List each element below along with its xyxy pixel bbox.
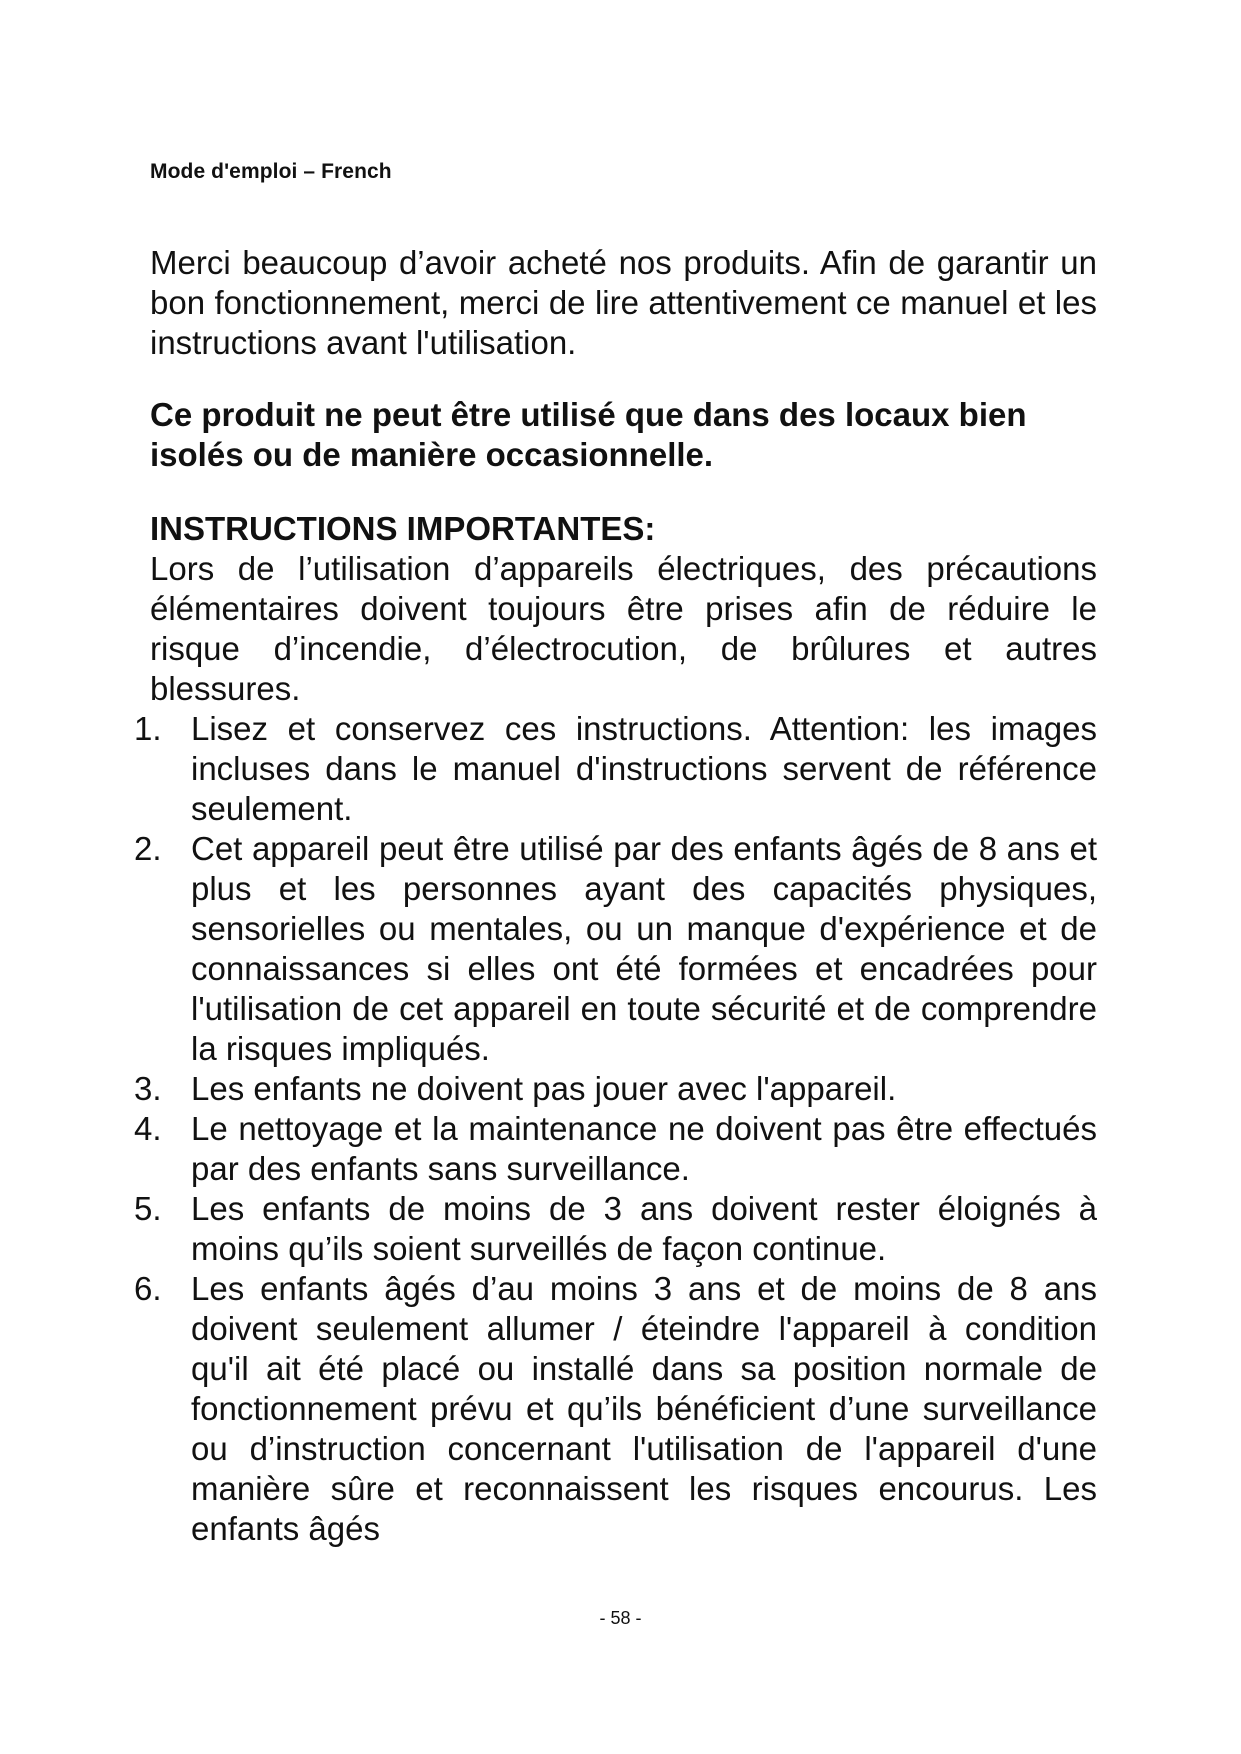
list-item [134,709,1097,829]
list-item [134,1269,1097,1549]
list-item-number: 3. [134,1070,162,1107]
list-item-number: 2. [134,830,162,867]
list-item-number: 6. [134,1270,162,1307]
list-item-text: Le nettoyage et la maintenance ne doivent pas être effectués par des enfants sans surveillance. [191,1110,1097,1187]
list-item-number: 1. [134,710,162,747]
section-intro-paragraph: Lors de l’utilisation d’appareils électriques, des précautions élémentaires doivent toujours être prises afin de réduire le risque d’incendie, d’électrocution, de brûlures et autres blessures. [150,550,1097,707]
list-item [134,1069,1097,1109]
list-item-text: Cet appareil peut être utilisé par des enfants âgés de 8 ans et plus et les personnes ayant des capacités physiques, sensorielles ou mentales, ou un manque d'expérience et de connaissances si elles ont été formées et encadrées pour l'utilisation de cet appareil en toute sécurité et de comprendre la risques impliqués. [191,830,1097,1067]
document-header-label: Mode d'emploi – French [150,160,392,183]
list-item-text: Les enfants de moins de 3 ans doivent rester éloignés à moins qu’ils soient surveillés de façon continue. [191,1190,1097,1267]
page-content [134,243,1097,1549]
list-item-number: 5. [134,1190,162,1227]
list-item-text: Les enfants ne doivent pas jouer avec l'appareil. [191,1070,897,1107]
intro-paragraph: Merci beaucoup d’avoir acheté nos produits. Afin de garantir un bon fonctionnement, merci de lire attentivement ce manuel et les instructions avant l'utilisation. [150,244,1097,361]
warning-paragraph: Ce produit ne peut être utilisé que dans des locaux bien isolés ou de manière occasionnelle. [150,396,1027,473]
list-item-text: Lisez et conservez ces instructions. Attention: les images incluses dans le manuel d'instructions servent de référence seulement. [191,710,1097,827]
list-item-number: 4. [134,1110,162,1147]
instruction-list [134,709,1097,1549]
list-item [134,1189,1097,1269]
list-item [134,829,1097,1069]
list-item [134,1109,1097,1189]
section-title: INSTRUCTIONS IMPORTANTES: [150,510,656,547]
list-item-text: Les enfants âgés d’au moins 3 ans et de moins de 8 ans doivent seulement allumer / éteindre l'appareil à condition qu'il ait été placé ou installé dans sa position normale de fonctionnement prévu et qu’ils bénéficient d’une surveillance ou d’instruction concernant l'utilisation de l'appareil d'une manière sûre et reconnaissent les risques encourus. Les enfants âgés [191,1270,1097,1547]
page-number: - 58 - [599,1608,642,1628]
